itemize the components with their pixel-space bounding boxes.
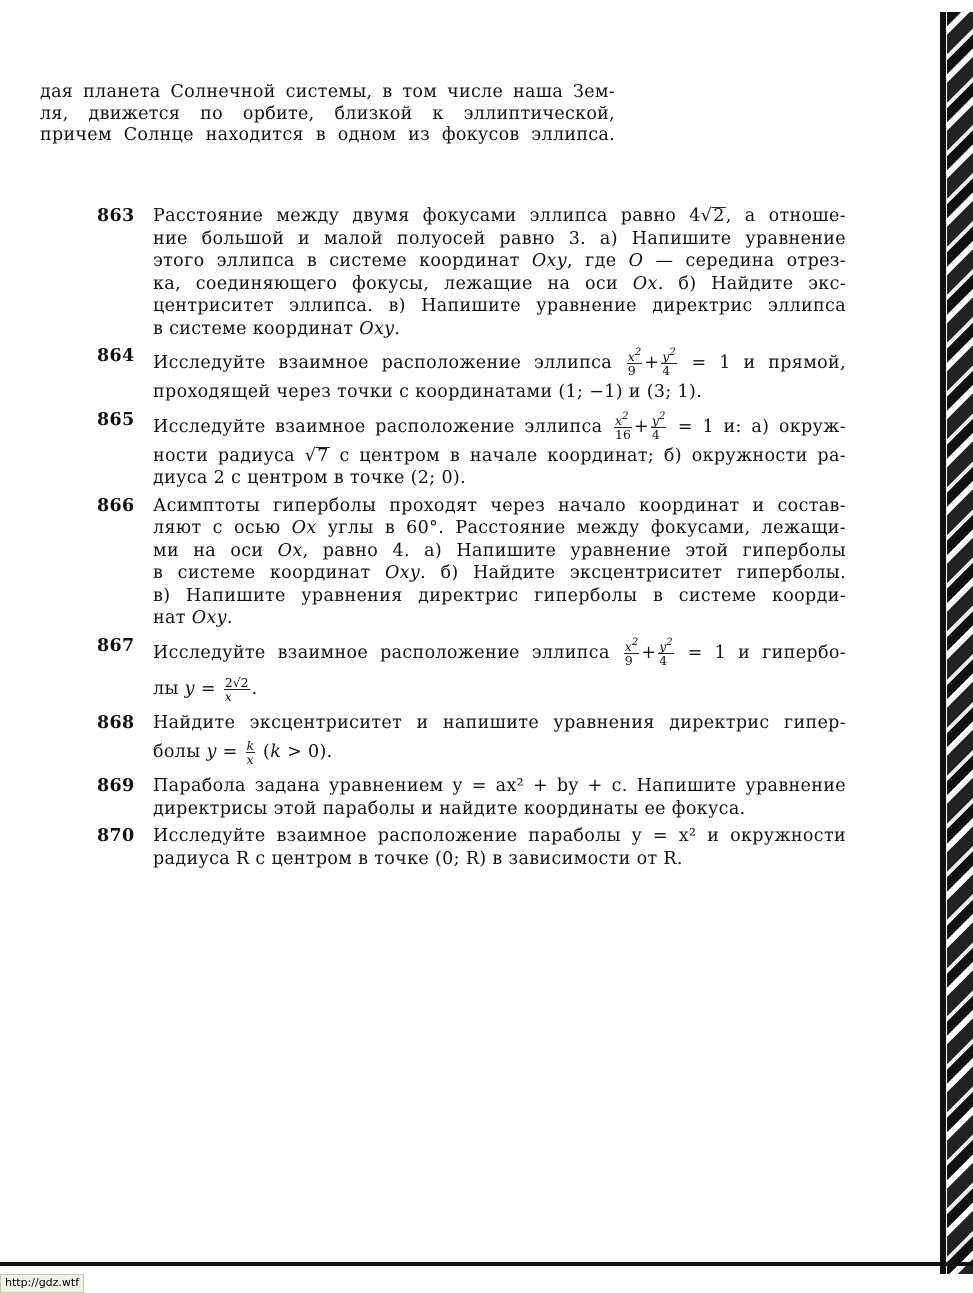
problem-line: директрисы этой параболы и найдите координаты ее фокуса. (153, 798, 746, 819)
problem-line: Исследуйте взаимное расположение параболы y = x² и окружности (153, 826, 846, 846)
problem-line: ности радиуса √7 с центром в начале координат; б) окружности ра- (153, 445, 846, 466)
problem-870 (91, 825, 846, 870)
problem-866 (91, 495, 846, 630)
fraction: $\frac{y^2}{4}$ (651, 410, 666, 442)
problem-line: лы y = $\frac{2√2}{x}$ . (153, 674, 258, 704)
problem-number: 869 (97, 776, 135, 796)
problem-line: ми на оси Ox, равно 4. а) Напишите уравнение этой гиперболы (153, 540, 847, 561)
page-edge-shadow (940, 12, 973, 1274)
problem-line: центриситет эллипса. в) Напишите уравнение директрис эллипса (153, 296, 846, 316)
intro-line: дая планета Солнечной системы, в том числе наша Зем- (40, 82, 615, 102)
problem-line: Парабола задана уравнением y = ax² + by + c. Напишите уравнение (153, 776, 846, 796)
problem-number: 870 (97, 826, 135, 846)
problem-line: болы y = $\frac{k}{x}$ (k > 0). (153, 738, 333, 767)
problem-line: Расстояние между двумя фокусами эллипса равно 4√2, а отноше- (153, 206, 846, 226)
page-edge-strip (947, 12, 973, 1274)
problem-line: в системе координат Oxy. б) Найдите эксцентриситет гиперболы. (153, 563, 847, 583)
problem-line: проходящей через точки с координатами (1; −1) и (3; 1). (153, 382, 703, 402)
problem-865 (91, 409, 846, 490)
fraction: $\frac{2√2}{x}$ (224, 674, 249, 704)
fraction: $\frac{k}{x}$ (246, 738, 255, 767)
problem-line: Исследуйте взаимное расположение эллипса $\frac{x^2}{16}$ + $\frac{y^2}{4}$ = 1 и: а) окруж- (153, 410, 846, 442)
problem-line: в) Напишите уравнения директрис гиперболы в системе коорди- (153, 585, 846, 606)
intro-line: ля, движется по орбите, близкой к эллиптической, (40, 103, 615, 124)
fraction: $\frac{y^2}{4}$ (659, 636, 673, 668)
intro-paragraph (40, 82, 615, 147)
problem-list (91, 205, 846, 875)
fraction: $\frac{x^2}{16}$ (615, 410, 631, 442)
intro-line: причем Солнце находится в одном из фокусов эллипса. (40, 125, 615, 145)
problem-number: 867 (97, 635, 135, 656)
problem-number: 866 (97, 495, 135, 516)
page-edge-bar (940, 12, 946, 1274)
problem-line: этого эллипса в системе координат Oxy, где O — середина отрез- (153, 251, 846, 271)
problem-line: диуса 2 с центром в точке (2; 0). (153, 468, 467, 488)
problem-line: ка, соединяющего фокусы, лежащие на оси Ox. б) Найдите экс- (153, 273, 846, 294)
problem-line: в системе координат Oxy. (153, 318, 401, 339)
problem-867 (91, 635, 846, 707)
problem-line: ляют с осью Ox углы в 60°. Расстояние между фокусами, лежащи- (153, 518, 846, 538)
problem-864 (91, 345, 846, 404)
problem-line: Асимптоты гиперболы проходят через начало координат и состав- (153, 495, 846, 516)
watermark-link[interactable]: http://gdz.wtf (0, 1274, 84, 1293)
bottom-border (0, 1262, 973, 1266)
problem-number: 865 (97, 409, 135, 430)
problem-line: ние большой и малой полуосей равно 3. а) Напишите уравнение (153, 228, 846, 249)
problem-line: Исследуйте взаимное расположение эллипса $\frac{x^2}{9}$ + $\frac{y^2}{4}$ = 1 и гипербо- (153, 636, 846, 668)
problem-863 (91, 205, 846, 340)
fraction: $\frac{x^2}{9}$ (624, 636, 639, 668)
problem-869 (91, 775, 846, 820)
problem-line: нат Oxy. (153, 608, 233, 628)
sqrt-symbol: √2 (700, 206, 725, 226)
fraction: $\frac{x^2}{9}$ (627, 347, 642, 378)
problem-number: 864 (97, 346, 135, 366)
problem-line: радиуса R с центром в точке (0; R) в зависимости от R. (153, 848, 683, 869)
problem-line: Найдите эксцентриситет и напишите уравнения директрис гипер- (153, 712, 846, 733)
problem-number: 868 (97, 712, 135, 733)
problem-number: 863 (97, 206, 135, 226)
problem-868 (91, 712, 846, 771)
sqrt-symbol: √7 (304, 445, 329, 466)
problem-line: Исследуйте взаимное расположение эллипса $\frac{x^2}{9}$ + $\frac{y^2}{4}$ = 1 и прямой, (153, 347, 846, 378)
fraction: $\frac{y^2}{4}$ (662, 347, 676, 378)
